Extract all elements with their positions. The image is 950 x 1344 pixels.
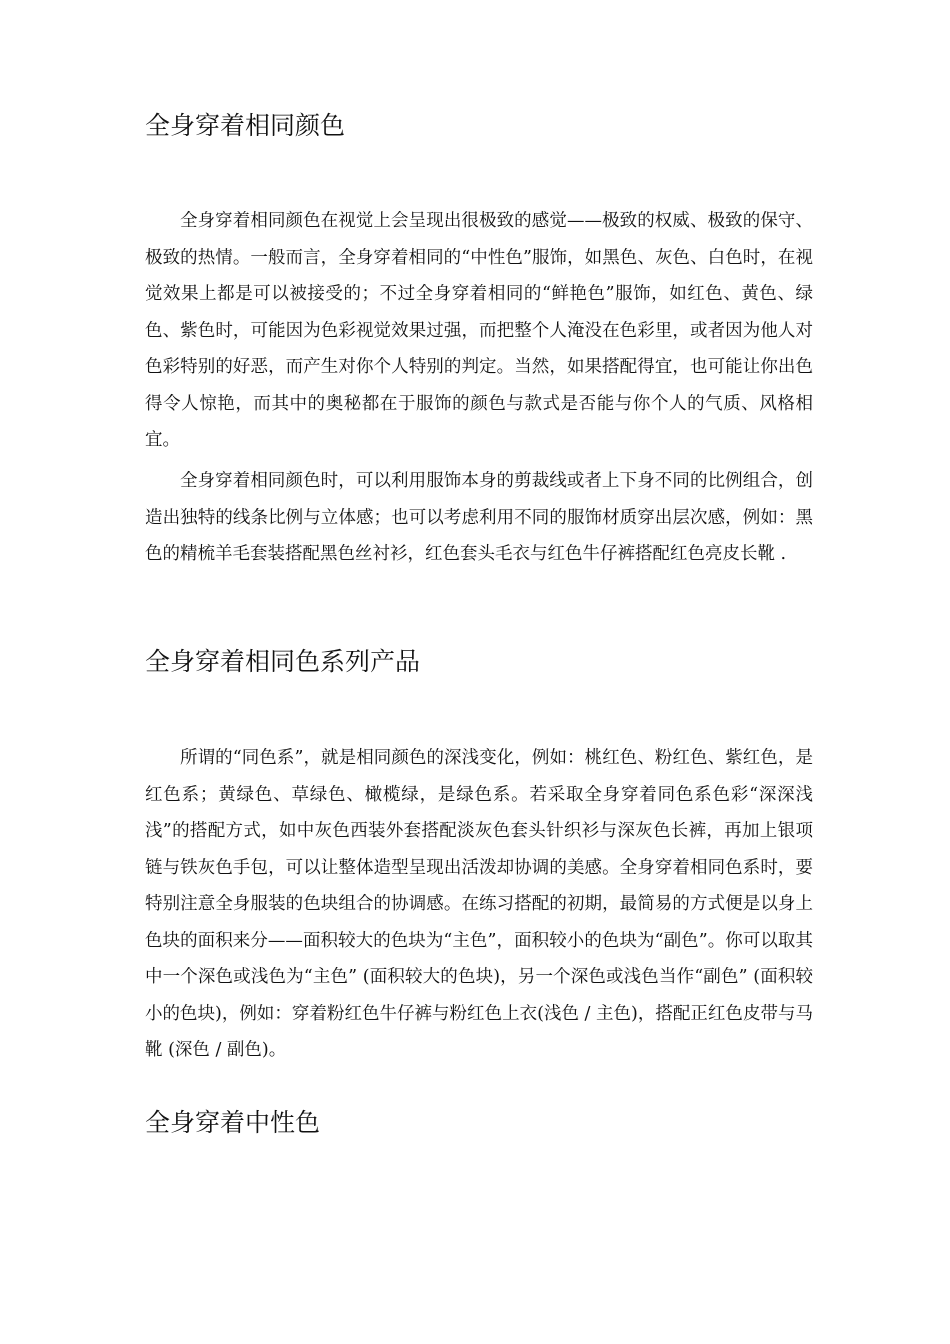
paragraph-same-color-tips: 全身穿着相同颜色时，可以利用服饰本身的剪裁线或者上下身不同的比例组合，创造出独特的线条比例与立体感；也可以考虑利用不同的服饰材质穿出层次感，例如：黑色的精梳羊毛套装搭配黑色丝衬衫，红色套头毛衣与红色牛仔裤搭配红色亮皮长靴 . (145, 471, 813, 564)
paragraph-same-color-intro: 全身穿着相同颜色在视觉上会呈现出很极致的感觉——极致的权威、极致的保守、极致的热情。一般而言，全身穿着相同的“中性色”服饰，如黑色、灰色、白色时，在视觉效果上都是可以被接受的；不过全身穿着相同的“鲜艳色”服饰，如红色、黄色、绿色、紫色时，可能因为色彩视觉效果过强，而把整个人淹没在色彩里，或者因为他人对色彩特别的好恶，而产生对你个人特别的判定。当然，如果搭配得宜，也可能让你出色得令人惊艳，而其中的奥秘都在于服饰的颜色与款式是否能与你个人的气质、风格相宜。 (145, 211, 813, 450)
paragraph-same-color-series: 所谓的“同色系”，就是相同颜色的深浅变化，例如：桃红色、粉红色、紫红色，是红色系；黄绿色、草绿色、橄榄绿，是绿色系。若采取全身穿着同色系色彩“深深浅浅”的搭配方式，如中灰色西装外套搭配淡灰色套头针织衫与深灰色长裤，再加上银项链与铁灰色手包，可以让整体造型呈现出活泼却协调的美感。全身穿着相同色系时，要特别注意全身服装的色块组合的协调感。在练习搭配的初期，最简易的方式便是以身上色块的面积来分——面积较大的色块为“主色”，面积较小的色块为“副色”。你可以取其中一个深色或浅色为“主色” (面积较大的色块)，另一个深色或浅色当作“副色” (面积较小的色块)，例如：穿着粉红色牛仔裤与粉红色上衣(浅色 / 主色)，搭配正红色皮带与马靴 (深色 / 副色)。 (145, 748, 813, 1060)
section-heading-neutral-color: 全身穿着中性色 (145, 1108, 321, 1137)
section-heading-same-color: 全身穿着相同颜色 (145, 111, 346, 140)
section-heading-same-color-series: 全身穿着相同色系列产品 (145, 647, 421, 676)
